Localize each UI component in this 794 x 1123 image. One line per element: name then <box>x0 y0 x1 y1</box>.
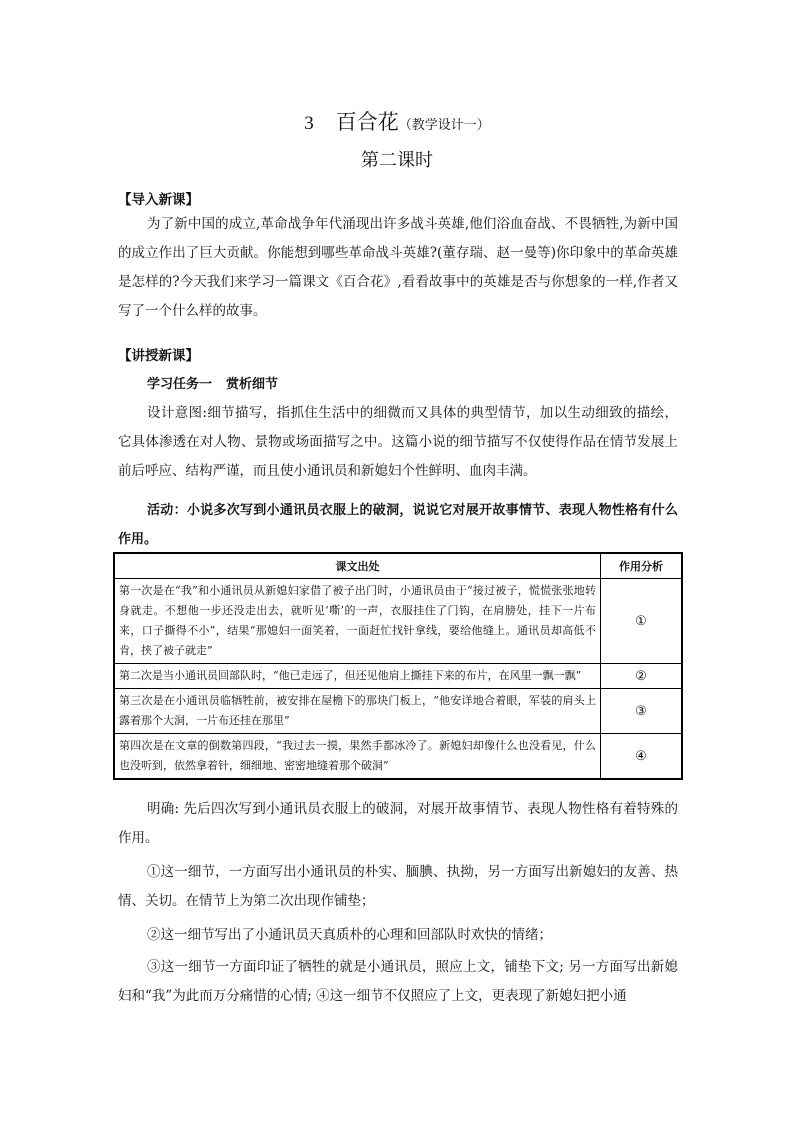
explanation-paragraph-1: 明确: 先后四次写到小通讯员衣服上的破洞，对展开故事情节、表现人物性格有着特殊的作用。 <box>118 801 678 846</box>
lesson-title: 百合花 <box>335 110 399 134</box>
table-cell-source: 第一次是在“我”和小通讯员从新媳妇家借了被子出门时，小通讯员由于“接过被子，慌慌张张地转身就走。不想他一步还没走出去，就听见‘嘶’的一声，衣服挂住了门钩，在肩膀处，挂下一片布来，口子撕得不小”，结果“那媳妇一面笑着，一面赶忙找针拿线，要给他缝上。通讯员却高低不肯，挟了被子就走” <box>114 579 601 664</box>
intro-heading: 【导入新课】 <box>118 192 199 208</box>
table-cell-analysis: ② <box>601 664 683 689</box>
design-intent-paragraph: 设计意图:细节描写，指抓住生活中的细微而又具体的典型情节，加以生动细致的描绘，它具体渗透在对人物、景物或场面描写之中。这篇小说的细节描写不仅使得作品在情节发展上前后呼应、结构严谨，而且使小通讯员和新媳妇个性鲜明、血肉丰满。 <box>118 405 678 479</box>
intro-paragraph: 为了新中国的成立,革命战争年代涌现出许多战斗英雄,他们浴血奋战、不畏牺牲,为新中国的成立作出了巨大贡献。你能想到哪些革命战斗英雄?(董存瑞、赵一曼等)你印象中的革命英雄是怎样的?今天我们来学习一篇课文《百合花》,看看故事中的英雄是否与你想象的一样,作者又写了一个什么样的故事。 <box>118 216 678 319</box>
document-title <box>0 106 794 136</box>
column-header-source: 课文出处 <box>114 553 601 579</box>
table-cell-source: 第二次是当小通讯员回部队时，“他已走远了，但还见他肩上撕挂下来的布片，在风里一飘一飘” <box>114 664 601 689</box>
table-row <box>114 734 682 780</box>
analysis-table <box>113 552 683 780</box>
lesson-period: 第二课时 <box>361 150 433 171</box>
table-row <box>114 579 682 664</box>
explanation-paragraph-4: ③这一细节一方面印证了牺牲的就是小通讯员，照应上文，铺垫下文; 另一方面写出新媳妇和“我”为此而万分痛惜的心情; ④这一细节不仅照应了上文，更表现了新媳妇把小通 <box>118 959 678 1004</box>
lesson-number: 3 <box>304 113 314 134</box>
task-title <box>147 373 278 392</box>
lesson-subtitle: （教学设计一） <box>398 118 490 133</box>
table-cell-analysis: ④ <box>601 734 683 780</box>
table-row <box>114 664 682 689</box>
table-cell-source: 第四次是在文章的倒数第四段，“我过去一摸，果然手都冰冷了。新媳妇却像什么也没看见，什么也没听到，依然拿着针，细细地、密密地缝着那个破洞” <box>114 734 601 780</box>
table-cell-source: 第三次是在小通讯员临牺牲前，被安排在屋檐下的那块门板上，“他安详地合着眼，军装的肩头上露着那个大洞，一片布还挂在那里” <box>114 689 601 734</box>
table-cell-analysis: ③ <box>601 689 683 734</box>
explanation-paragraph-2: ①这一细节，一方面写出小通讯员的朴实、腼腆、执拗，另一方面写出新媳妇的友善、热情、关切。在情节上为第二次出现作铺垫； <box>118 864 678 909</box>
column-header-analysis: 作用分析 <box>601 553 683 579</box>
task-label: 学习任务一 <box>147 377 213 392</box>
explanation-paragraph-3: ②这一细节写出了小通讯员天真质朴的心理和回部队时欢快的情绪； <box>147 927 552 943</box>
lecture-heading: 【讲授新课】 <box>118 348 199 364</box>
activity-paragraph: 活动：小说多次写到小通讯员衣服上的破洞，说说它对展开故事情节、表现人物性格有什么作用。 <box>118 503 678 547</box>
table-cell-analysis: ① <box>601 579 683 664</box>
task-name: 赏析细节 <box>226 377 279 392</box>
table-row <box>114 689 682 734</box>
table-header-row <box>114 553 682 579</box>
